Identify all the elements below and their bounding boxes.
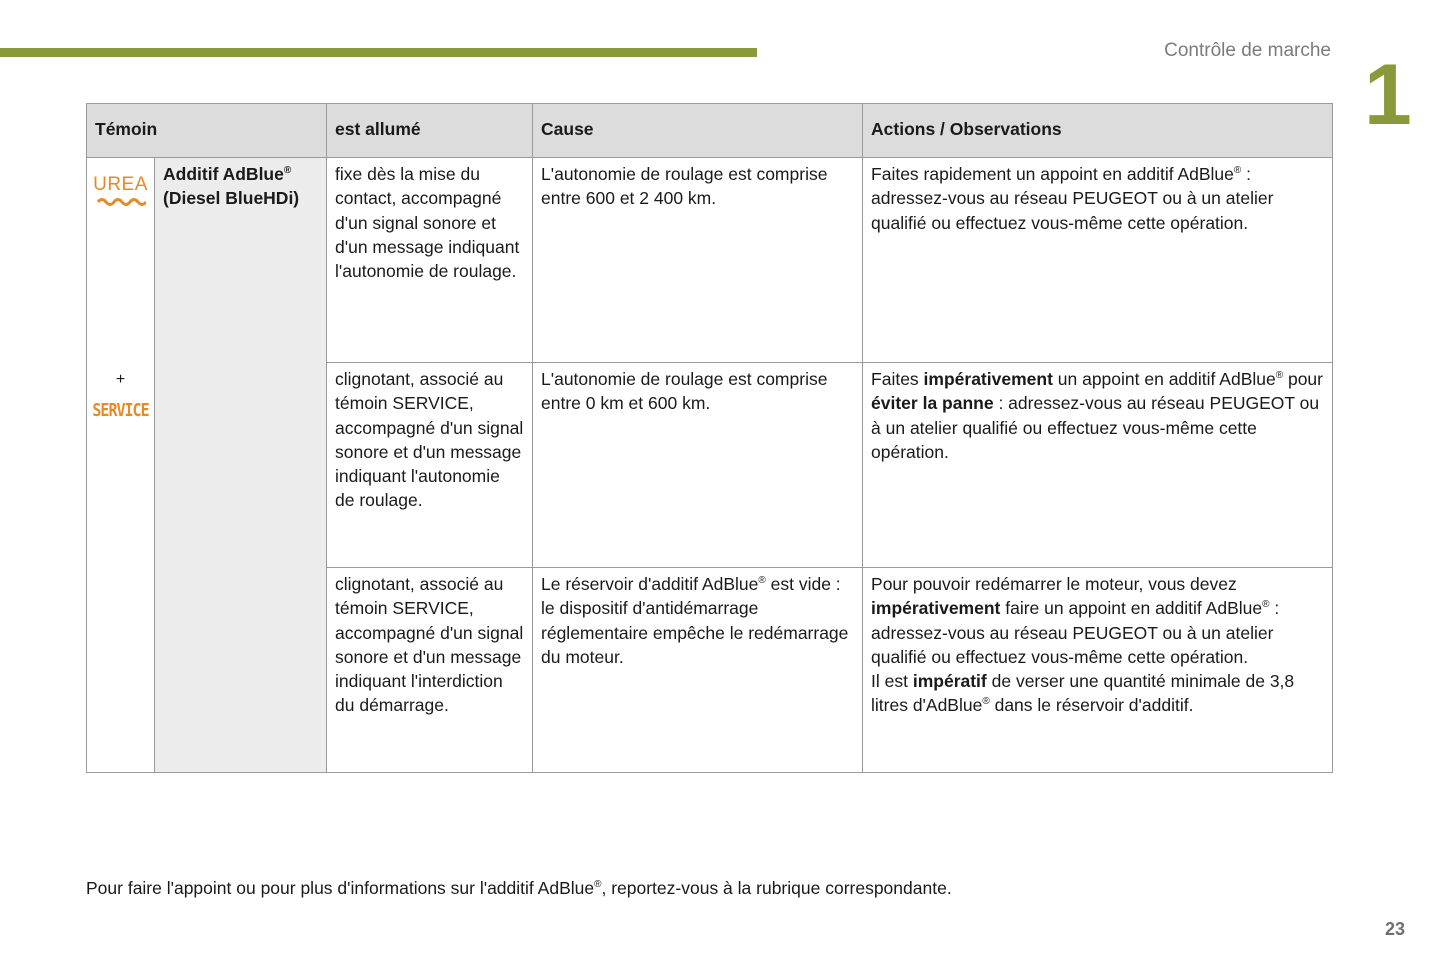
action-emphasis: impératif bbox=[912, 671, 987, 692]
state-cell: clignotant, associé au témoin SERVICE, accompagné d'un signal sonore et d'un message indiquant l'autonomie de roulage. bbox=[327, 363, 533, 568]
indicator-name-cell bbox=[155, 158, 327, 773]
indicator-subname: (Diesel BlueHDi) bbox=[163, 188, 300, 209]
header-accent-bar bbox=[0, 48, 757, 57]
state-cell: clignotant, associé au témoin SERVICE, accompagné d'un signal sonore et d'un message indiquant l'interdiction du démarrage. bbox=[327, 568, 533, 773]
action-text: Faites bbox=[871, 369, 924, 389]
column-header-state: est allumé bbox=[327, 104, 533, 158]
cause-text: Le réservoir d'additif AdBlue bbox=[541, 574, 759, 594]
service-warning-icon: SERVICE bbox=[92, 399, 149, 422]
footer-note-text: , reportez-vous à la rubrique correspondante. bbox=[601, 878, 952, 898]
page-number: 23 bbox=[1384, 919, 1405, 939]
action-text: faire un appoint en additif AdBlue bbox=[1000, 598, 1263, 619]
section-title: Contrôle de marche bbox=[1164, 40, 1331, 61]
action-cell bbox=[863, 363, 1333, 568]
chapter-number: 1 bbox=[1364, 47, 1412, 143]
fluid-wave-icon bbox=[96, 196, 146, 206]
action-text: Pour pouvoir redémarrer le moteur, vous devez bbox=[871, 574, 1237, 594]
footer-note-text: Pour faire l'appoint ou pour plus d'informations sur l'additif AdBlue bbox=[86, 878, 595, 898]
action-text: Faites rapidement un appoint en additif AdBlue bbox=[871, 164, 1234, 184]
registered-mark: ® bbox=[1275, 370, 1284, 382]
action-text: un appoint en additif AdBlue bbox=[1052, 369, 1276, 389]
action-cell bbox=[863, 158, 1333, 363]
urea-warning-icon bbox=[87, 172, 154, 206]
registered-mark: ® bbox=[1233, 165, 1242, 177]
action-text: Il est bbox=[871, 671, 913, 692]
registered-mark: ® bbox=[594, 879, 602, 891]
action-text: : adressez-vous au réseau PEUGEOT ou à un atelier qualifié ou effectuez vous-même cette opération. bbox=[871, 598, 1280, 667]
cause-text: est vide : le dispositif d'antidémarrage réglementaire empêche le redémarrage du moteur. bbox=[541, 574, 849, 667]
registered-mark: ® bbox=[758, 575, 766, 587]
cause-cell: L'autonomie de roulage est comprise entre 600 et 2 400 km. bbox=[533, 158, 863, 363]
column-header-actions: Actions / Observations bbox=[863, 104, 1333, 158]
urea-icon-label: UREA bbox=[93, 174, 148, 195]
warning-light-table bbox=[86, 103, 1333, 773]
registered-mark: ® bbox=[1262, 599, 1270, 611]
state-cell: fixe dès la mise du contact, accompagné d'un signal sonore et d'un message indiquant l'autonomie de roulage. bbox=[327, 158, 533, 363]
action-text: : adressez-vous au réseau PEUGEOT ou à un atelier qualifié ou effectuez vous-même cette opération. bbox=[871, 164, 1274, 233]
table-header-row bbox=[87, 104, 1333, 158]
action-text: dans le réservoir d'additif. bbox=[989, 695, 1194, 716]
action-emphasis: éviter la panne bbox=[871, 393, 994, 414]
registered-mark: ® bbox=[982, 696, 990, 708]
cause-cell: L'autonomie de roulage est comprise entre 0 km et 600 km. bbox=[533, 363, 863, 568]
action-text: de verser une quantité minimale de 3,8 litres d'AdBlue bbox=[871, 671, 1295, 716]
indicator-name: Additif AdBlue bbox=[163, 164, 284, 184]
column-header-indicator: Témoin bbox=[87, 104, 327, 158]
action-emphasis: impérativement bbox=[871, 598, 1001, 619]
footer-note bbox=[86, 878, 952, 899]
plus-sign: + bbox=[115, 371, 126, 389]
column-header-cause: Cause bbox=[533, 104, 863, 158]
action-text: : adressez-vous au réseau PEUGEOT ou à un atelier qualifié ou effectuez vous-même cette opération. bbox=[871, 393, 1320, 462]
action-cell bbox=[863, 568, 1333, 773]
registered-mark: ® bbox=[283, 165, 292, 177]
action-emphasis: impérativement bbox=[923, 369, 1053, 389]
cause-cell bbox=[533, 568, 863, 773]
table-row bbox=[87, 158, 1333, 363]
indicator-icon-cell bbox=[87, 158, 155, 773]
action-text: pour bbox=[1283, 369, 1323, 389]
